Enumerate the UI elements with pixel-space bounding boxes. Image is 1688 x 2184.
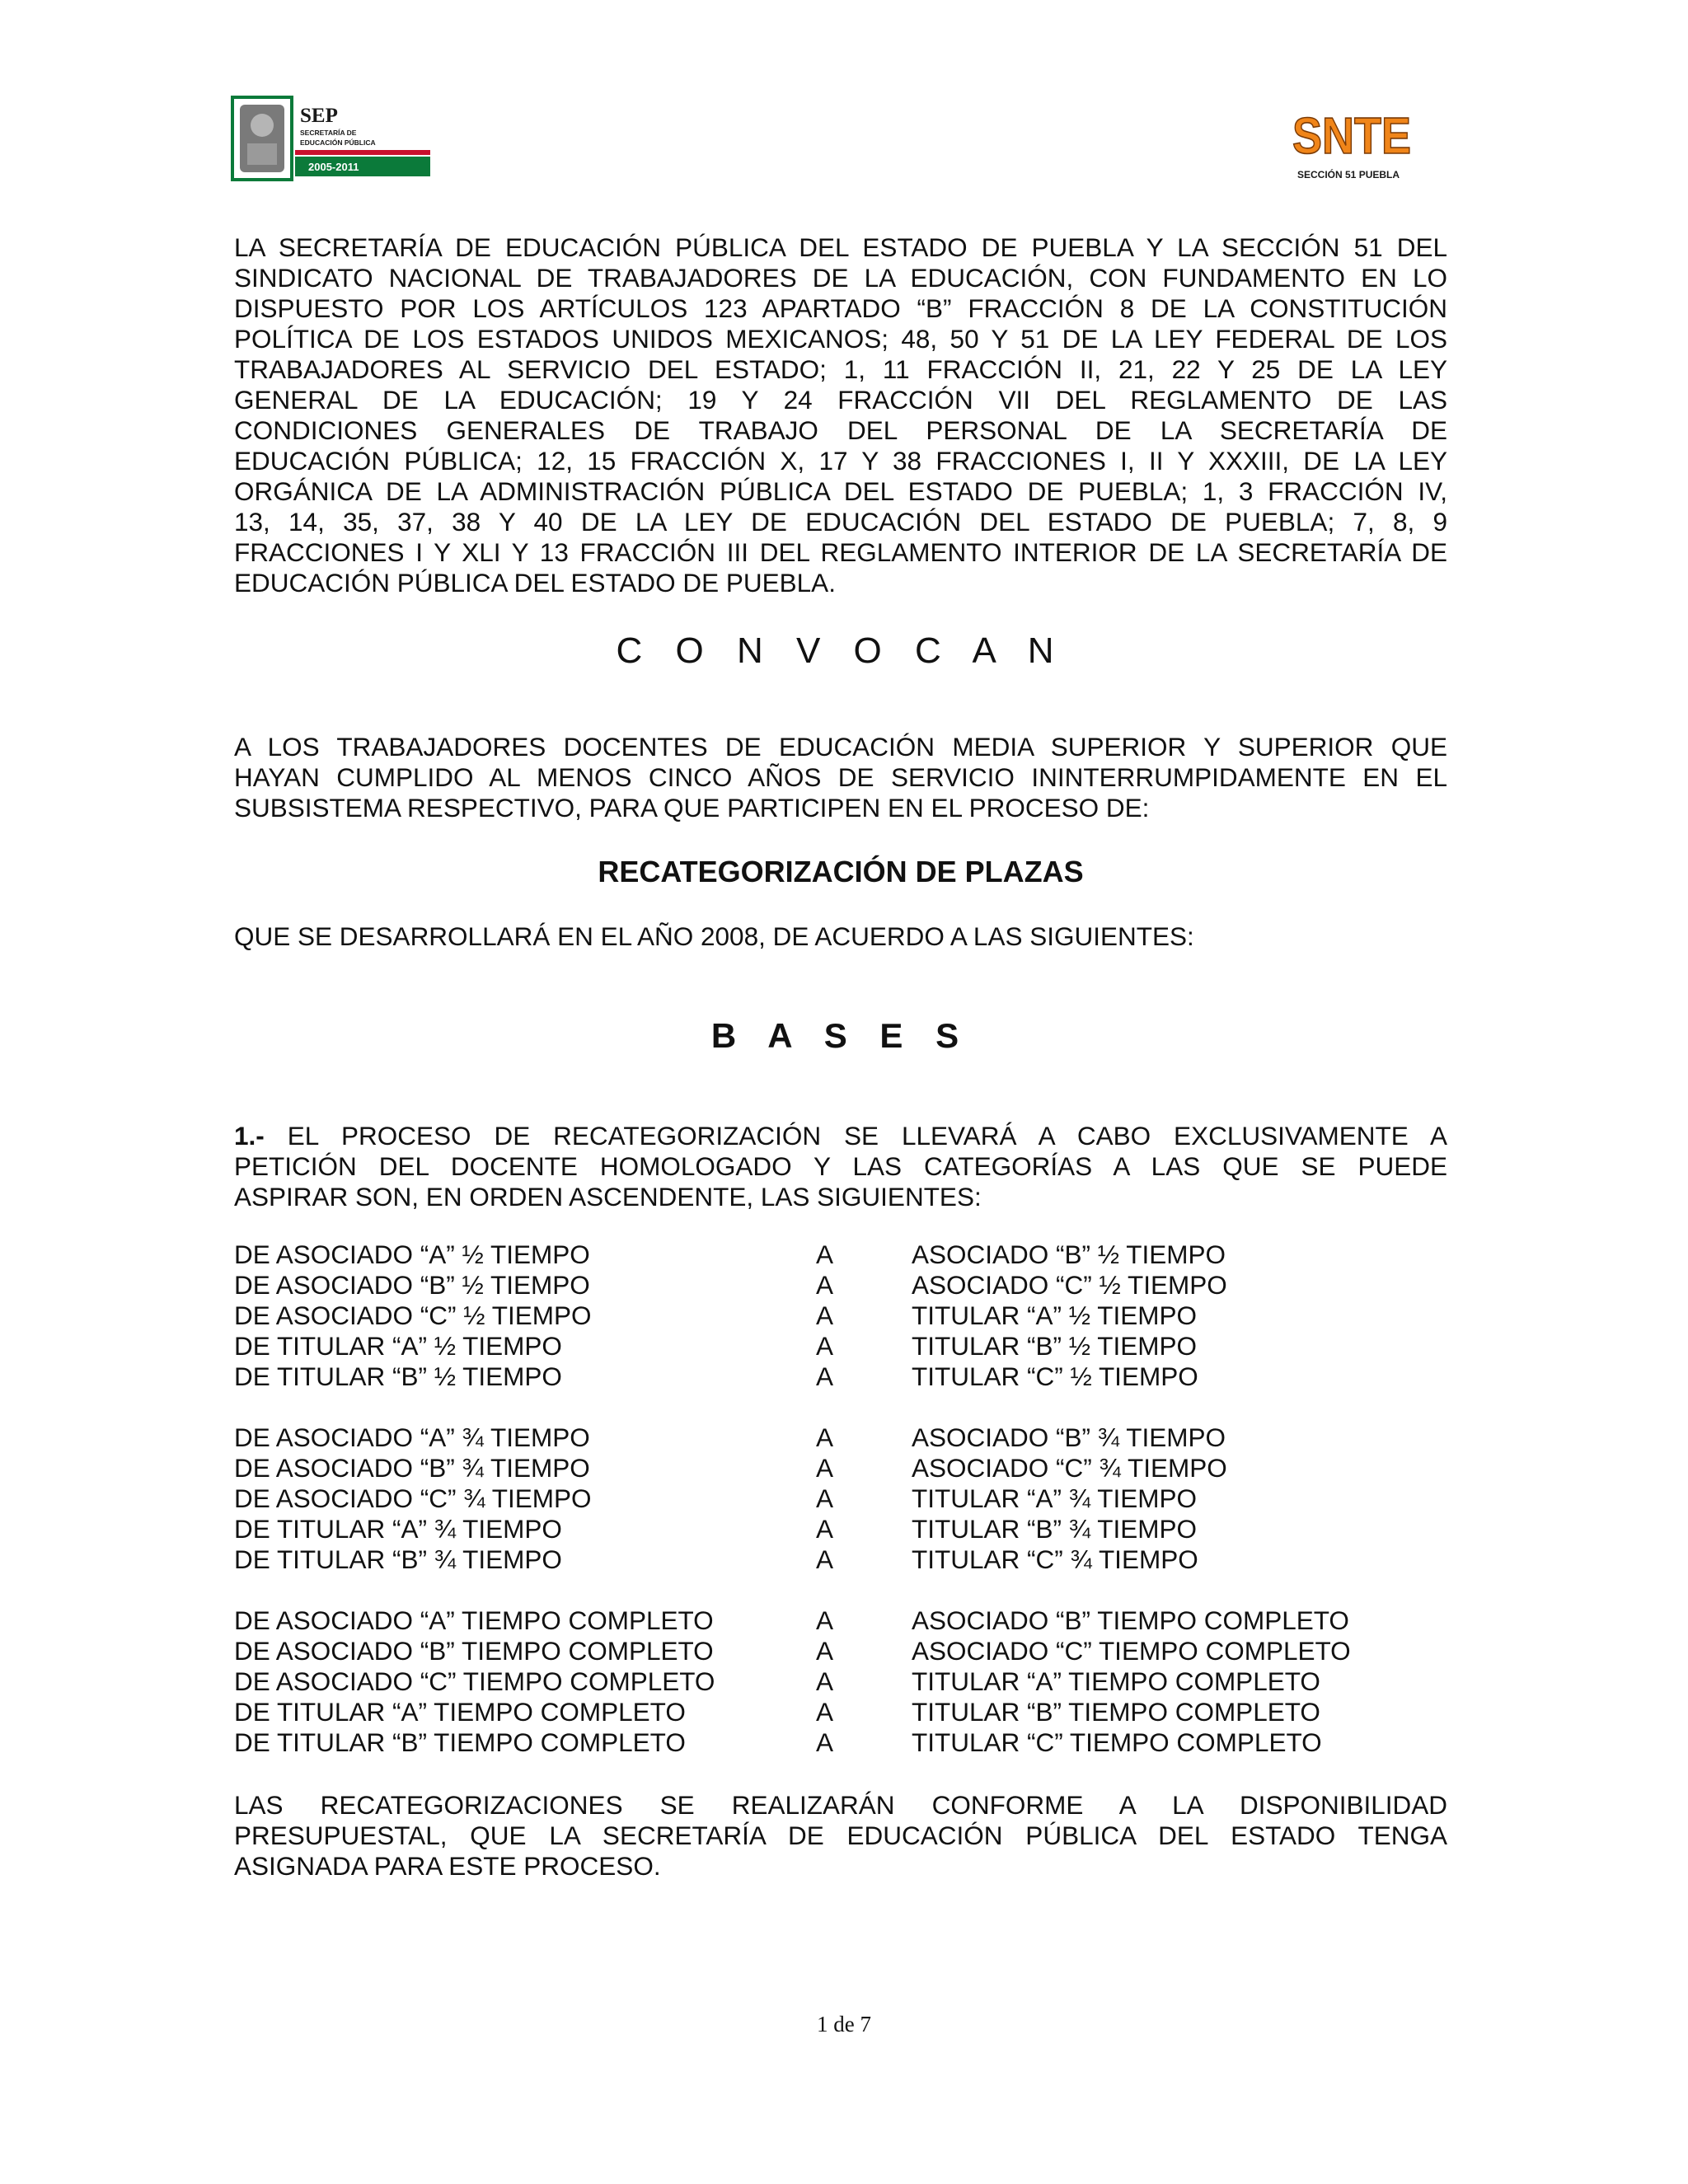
category-connector: A xyxy=(816,1514,834,1544)
category-connector: A xyxy=(816,1270,834,1300)
category-from: DE ASOCIADO “B” ¾ TIEMPO xyxy=(234,1453,590,1483)
category-connector: A xyxy=(816,1483,834,1513)
category-to: TITULAR “A” ½ TIEMPO xyxy=(912,1301,1197,1330)
category-from: DE ASOCIADO “B” ½ TIEMPO xyxy=(234,1270,590,1300)
intro-line: DISPUESTO POR LOS ARTÍCULOS 123 APARTADO “B” FRACCIÓN 8 DE LA CONSTITUCIÓN xyxy=(234,293,1447,323)
intro-line: TRABAJADORES AL SERVICIO DEL ESTADO; 1, 11 FRACCIÓN II, 21, 22 Y 25 DE LA LEY xyxy=(234,354,1447,384)
snte-logo-word: SNTE xyxy=(1292,108,1411,165)
audience-line: SUBSISTEMA RESPECTIVO, PARA QUE PARTICIPEN EN EL PROCESO DE: xyxy=(234,793,1150,823)
category-connector: A xyxy=(816,1727,834,1757)
category-from: DE TITULAR “A” TIEMPO COMPLETO xyxy=(234,1697,686,1727)
category-from: DE TITULAR “B” ¾ TIEMPO xyxy=(234,1544,562,1574)
category-row xyxy=(234,1727,1470,1758)
category-to: TITULAR “A” TIEMPO COMPLETO xyxy=(912,1666,1320,1696)
bases-heading: B A S E S xyxy=(710,1016,971,1055)
category-row xyxy=(234,1361,1470,1392)
sep-logo xyxy=(232,97,430,183)
category-connector: A xyxy=(816,1361,834,1391)
base-1-paragraph xyxy=(234,1121,1447,1212)
category-row xyxy=(234,1544,1470,1575)
sep-logo-years: 2005-2011 xyxy=(308,161,359,173)
category-from: DE TITULAR “A” ¾ TIEMPO xyxy=(234,1514,562,1544)
snte-logo xyxy=(1291,92,1414,185)
intro-line: POLÍTICA DE LOS ESTADOS UNIDOS MEXICANOS; 48, 50 Y 51 DE LA LEY FEDERAL DE LOS xyxy=(234,324,1447,354)
intro-line: CONDICIONES GENERALES DE TRABAJO DEL PERSONAL DE LA SECRETARÍA DE xyxy=(234,415,1447,445)
category-row xyxy=(234,1666,1470,1697)
category-from: DE ASOCIADO “C” TIEMPO COMPLETO xyxy=(234,1666,715,1696)
intro-line: 13, 14, 35, 37, 38 Y 40 DE LA LEY DE EDUCACIÓN DEL ESTADO DE PUEBLA; 7, 8, 9 xyxy=(234,507,1447,537)
category-row xyxy=(234,1453,1470,1483)
audience-line: A LOS TRABAJADORES DOCENTES DE EDUCACIÓN MEDIA SUPERIOR Y SUPERIOR QUE xyxy=(234,732,1447,762)
intro-line: EDUCACIÓN PÚBLICA DEL ESTADO DE PUEBLA. xyxy=(234,568,836,598)
audience-line: HAYAN CUMPLIDO AL MENOS CINCO AÑOS DE SERVICIO ININTERRUMPIDAMENTE EN EL xyxy=(234,762,1447,792)
category-from: DE TITULAR “B” ½ TIEMPO xyxy=(234,1361,562,1391)
sep-logo-line2: EDUCACIÓN PÚBLICA xyxy=(300,138,376,147)
sep-logo-brand: SEP xyxy=(300,105,338,127)
sep-logo-red-stripe xyxy=(295,150,430,155)
category-to: TITULAR “C” ½ TIEMPO xyxy=(912,1361,1198,1391)
intro-line: SINDICATO NACIONAL DE TRABAJADORES DE LA EDUCACIÓN, CON FUNDAMENTO EN LO xyxy=(234,263,1447,293)
budget-line: ASIGNADA PARA ESTE PROCESO. xyxy=(234,1851,661,1881)
category-row xyxy=(234,1301,1470,1331)
intro-line: LA SECRETARÍA DE EDUCACIÓN PÚBLICA DEL ESTADO DE PUEBLA Y LA SECCIÓN 51 DEL xyxy=(234,232,1447,262)
intro-line: ORGÁNICA DE LA ADMINISTRACIÓN PÚBLICA DEL ESTADO DE PUEBLA; 1, 3 FRACCIÓN IV, xyxy=(234,476,1447,506)
category-from: DE ASOCIADO “A” ¾ TIEMPO xyxy=(234,1422,590,1452)
process-title: RECATEGORIZACIÓN DE PLAZAS xyxy=(598,855,1084,888)
intro-paragraph xyxy=(234,232,1447,598)
category-connector: A xyxy=(816,1240,834,1269)
category-to: TITULAR “B” TIEMPO COMPLETO xyxy=(912,1697,1320,1727)
category-to: TITULAR “B” ½ TIEMPO xyxy=(912,1331,1197,1361)
category-from: DE ASOCIADO “A” ½ TIEMPO xyxy=(234,1240,590,1269)
category-row xyxy=(234,1422,1470,1453)
category-connector: A xyxy=(816,1331,834,1361)
base-1-number: 1.- xyxy=(234,1121,265,1151)
intro-line: FRACCIONES I Y XLI Y 13 FRACCIÓN III DEL REGLAMENTO INTERIOR DE LA SECRETARÍA DE xyxy=(234,537,1447,567)
base-1-line xyxy=(234,1121,1447,1151)
audience-paragraph xyxy=(234,732,1447,823)
category-to: ASOCIADO “B” TIEMPO COMPLETO xyxy=(912,1605,1349,1635)
sep-seal-base xyxy=(247,143,277,165)
intro-line: GENERAL DE LA EDUCACIÓN; 19 Y 24 FRACCIÓN VII DEL REGLAMENTO DE LAS xyxy=(234,385,1447,415)
category-row xyxy=(234,1636,1470,1666)
category-from: DE TITULAR “B” TIEMPO COMPLETO xyxy=(234,1727,686,1757)
process-intro: QUE SE DESARROLLARÁ EN EL AÑO 2008, DE ACUERDO A LAS SIGUIENTES: xyxy=(234,921,1194,951)
category-connector: A xyxy=(816,1453,834,1483)
snte-logo-subtitle: SECCIÓN 51 PUEBLA xyxy=(1297,169,1400,180)
category-group-three-quarter-time xyxy=(234,1422,1470,1575)
category-row xyxy=(234,1331,1470,1361)
category-connector: A xyxy=(816,1301,834,1330)
category-row xyxy=(234,1240,1470,1270)
base-1-line: ASPIRAR SON, EN ORDEN ASCENDENTE, LAS SIGUIENTES: xyxy=(234,1182,982,1212)
category-connector: A xyxy=(816,1422,834,1452)
budget-line: LAS RECATEGORIZACIONES SE REALIZARÁN CONFORME A LA DISPONIBILIDAD xyxy=(234,1790,1447,1820)
category-row xyxy=(234,1697,1470,1727)
category-connector: A xyxy=(816,1636,834,1666)
category-connector: A xyxy=(816,1666,834,1696)
convocan-heading: C O N V O C A N xyxy=(616,630,1066,671)
category-to: TITULAR “B” ¾ TIEMPO xyxy=(912,1514,1197,1544)
category-group-full-time xyxy=(234,1605,1470,1758)
category-to: ASOCIADO “B” ½ TIEMPO xyxy=(912,1240,1226,1269)
category-to: ASOCIADO “C” TIEMPO COMPLETO xyxy=(912,1636,1351,1666)
category-connector: A xyxy=(816,1605,834,1635)
category-group-half-time xyxy=(234,1240,1470,1392)
category-from: DE ASOCIADO “C” ½ TIEMPO xyxy=(234,1301,592,1330)
budget-paragraph xyxy=(234,1790,1447,1882)
category-row xyxy=(234,1483,1470,1514)
category-connector: A xyxy=(816,1544,834,1574)
category-row xyxy=(234,1514,1470,1544)
sep-seal-emblem xyxy=(251,114,274,137)
category-row xyxy=(234,1270,1470,1301)
category-to: TITULAR “C” ¾ TIEMPO xyxy=(912,1544,1198,1574)
base-1-text: EL PROCESO DE RECATEGORIZACIÓN SE LLEVARÁ A CABO EXCLUSIVAMENTE A xyxy=(287,1121,1447,1151)
category-row xyxy=(234,1605,1470,1636)
category-from: DE TITULAR “A” ½ TIEMPO xyxy=(234,1331,562,1361)
category-to: ASOCIADO “B” ¾ TIEMPO xyxy=(912,1422,1226,1452)
category-to: TITULAR “C” TIEMPO COMPLETO xyxy=(912,1727,1322,1757)
category-to: ASOCIADO “C” ¾ TIEMPO xyxy=(912,1453,1227,1483)
category-from: DE ASOCIADO “B” TIEMPO COMPLETO xyxy=(234,1636,714,1666)
category-to: ASOCIADO “C” ½ TIEMPO xyxy=(912,1270,1227,1300)
budget-line: PRESUPUESTAL, QUE LA SECRETARÍA DE EDUCACIÓN PÚBLICA DEL ESTADO TENGA xyxy=(234,1821,1447,1850)
category-from: DE ASOCIADO “C” ¾ TIEMPO xyxy=(234,1483,592,1513)
base-1-line: PETICIÓN DEL DOCENTE HOMOLOGADO Y LAS CATEGORÍAS A LAS QUE SE PUEDE xyxy=(234,1151,1447,1181)
page-number: 1 de 7 xyxy=(817,2012,871,2036)
category-from: DE ASOCIADO “A” TIEMPO COMPLETO xyxy=(234,1605,714,1635)
sep-logo-line1: SECRETARÍA DE xyxy=(300,129,357,137)
category-connector: A xyxy=(816,1697,834,1727)
category-to: TITULAR “A” ¾ TIEMPO xyxy=(912,1483,1197,1513)
intro-line: EDUCACIÓN PÚBLICA; 12, 15 FRACCIÓN X, 17 Y 38 FRACCIONES I, II Y XXXIII, DE LA LEY xyxy=(234,446,1447,476)
